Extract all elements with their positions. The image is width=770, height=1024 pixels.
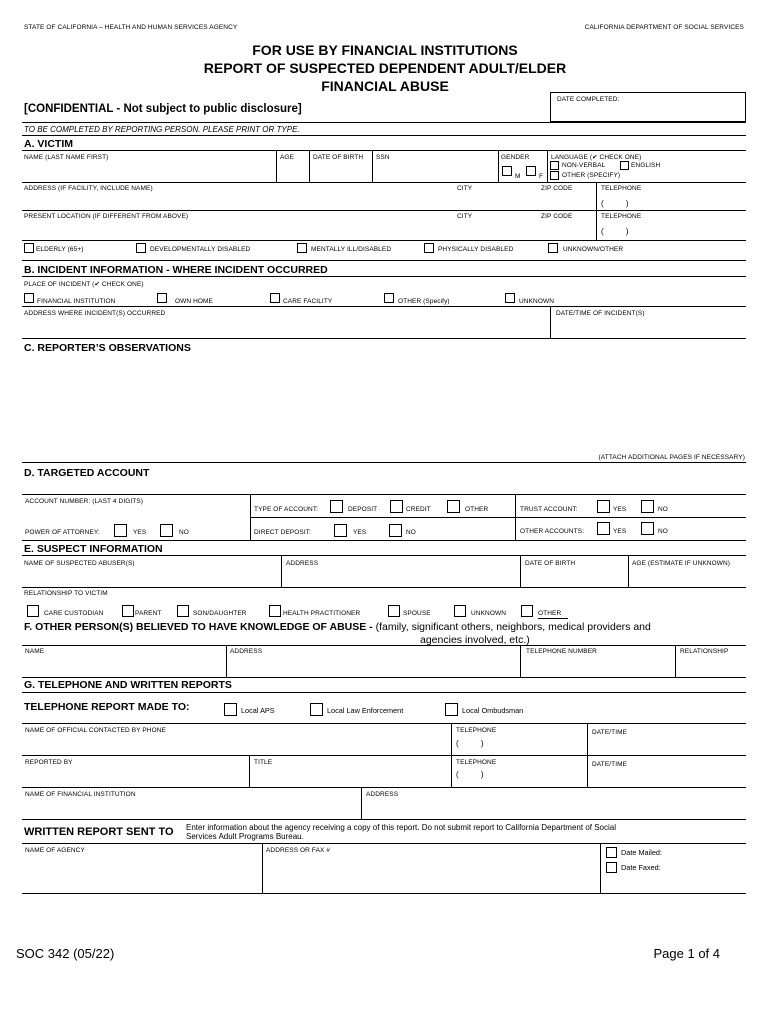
official-telephone-label: TELEPHONE (456, 727, 497, 734)
account-heading: D. TARGETED ACCOUNT (24, 467, 150, 479)
cat-unknown-checkbox[interactable] (548, 243, 558, 253)
oa-yes-checkbox[interactable] (597, 522, 610, 535)
place-fin-label: FINANCIAL INSTITUTION (37, 298, 116, 305)
official-label: NAME OF OFFICIAL CONTACTED BY PHONE (25, 727, 166, 734)
place-unknown-checkbox[interactable] (505, 293, 515, 303)
institution-address-label: ADDRESS (366, 791, 399, 798)
reports-heading: G. TELEPHONE AND WRITTEN REPORTS (24, 679, 232, 691)
place-other-checkbox[interactable] (384, 293, 394, 303)
others-address-label: ADDRESS (230, 648, 263, 655)
date-mailed-checkbox[interactable] (606, 847, 617, 858)
local-aps-checkbox[interactable] (224, 703, 237, 716)
incident-datetime-label: DATE/TIME OF INCIDENT(S) (556, 310, 645, 317)
place-care-label: CARE FACILITY (283, 298, 333, 305)
incident-heading: B. INCIDENT INFORMATION - WHERE INCIDENT OCCURRED (24, 264, 328, 276)
gender-f-label: F (539, 173, 544, 180)
observations-heading: C. REPORTER’S OBSERVATIONS (24, 342, 191, 354)
official-datetime-label: DATE/TIME (592, 729, 628, 736)
type-credit-label: CREDIT (406, 506, 431, 513)
type-deposit-label: DEPOSIT (348, 506, 378, 513)
lang-other-label: OTHER (SPECIFY) (562, 172, 621, 179)
present-telephone-label: TELEPHONE (601, 213, 642, 220)
lang-other-checkbox[interactable] (550, 171, 559, 180)
present-zip-label: ZIP CODE (541, 213, 573, 220)
poa-yes-checkbox[interactable] (114, 524, 127, 537)
reporter-datetime-label: DATE/TIME (592, 761, 628, 768)
others-name-label: NAME (25, 648, 45, 655)
direct-label: DIRECT DEPOSIT: (254, 529, 312, 536)
form-title-line1: FOR USE BY FINANCIAL INSTITUTIONS (252, 42, 518, 58)
suspect-address-label: ADDRESS (286, 560, 319, 567)
official-phone-mask: ( ) (456, 739, 484, 748)
agency-address-label: ADDRESS OR FAX # (266, 847, 331, 854)
lang-english-checkbox[interactable] (620, 161, 629, 170)
cat-mental-checkbox[interactable] (297, 243, 307, 253)
gender-f-checkbox[interactable] (526, 166, 536, 176)
poa-no-label: NO (179, 529, 189, 536)
written-note1: Enter information about the agency receiving a copy of this report. Do not submit report to California Department of Social (186, 823, 616, 832)
direct-yes-label: YES (353, 529, 367, 536)
gender-m-checkbox[interactable] (502, 166, 512, 176)
rel-health-label: HEALTH PRACTITIONER (283, 610, 361, 617)
cat-unknown-label: UNKNOWN/OTHER (563, 246, 624, 253)
others-heading-row (24, 621, 651, 633)
others-relationship-label: RELATIONSHIP (680, 648, 729, 655)
written-to-label: WRITTEN REPORT SENT TO (24, 826, 174, 838)
victim-name-label: NAME (LAST NAME FIRST) (24, 154, 109, 161)
poa-no-checkbox[interactable] (160, 524, 173, 537)
observations-textarea[interactable] (22, 355, 746, 459)
victim-age-label: AGE (280, 154, 295, 161)
cat-dev-label: DEVELOPMENTALLY DISABLED (150, 246, 251, 253)
others-note1: (family, significant others, neighbors, medical providers and (375, 621, 651, 633)
oa-yes-label: YES (613, 528, 627, 535)
victim-heading: A. VICTIM (24, 138, 73, 150)
present-city-label: CITY (457, 213, 473, 220)
date-faxed-checkbox[interactable] (606, 862, 617, 873)
reported-by-label: REPORTED BY (25, 759, 73, 766)
type-other-label: OTHER (465, 506, 489, 513)
local-law-checkbox[interactable] (310, 703, 323, 716)
institution-label: NAME OF FINANCIAL INSTITUTION (25, 791, 136, 798)
victim-telephone-label: TELEPHONE (601, 185, 642, 192)
rel-care-checkbox[interactable] (27, 605, 39, 617)
type-credit-checkbox[interactable] (390, 500, 403, 513)
poa-label: POWER OF ATTORNEY: (25, 529, 100, 536)
relationship-label: RELATIONSHIP TO VICTIM (24, 590, 108, 597)
place-unknown-label: UNKNOWN (519, 298, 555, 305)
cat-mental-label: MENTALLY ILL/DISABLED (311, 246, 392, 253)
gender-m-label: M (515, 173, 521, 180)
suspect-dob-label: DATE OF BIRTH (525, 560, 576, 567)
reporter-phone-mask: ( ) (456, 770, 484, 779)
rel-parent-label: PARENT (135, 610, 162, 617)
date-faxed-label: Date Faxed: (621, 863, 661, 872)
written-note2: Services Adult Programs Bureau. (186, 832, 304, 841)
cat-dev-checkbox[interactable] (136, 243, 146, 253)
direct-no-checkbox[interactable] (389, 524, 402, 537)
rel-son-checkbox[interactable] (177, 605, 189, 617)
victim-dob-label: DATE OF BIRTH (313, 154, 364, 161)
trust-label: TRUST ACCOUNT: (520, 506, 578, 513)
direct-no-label: NO (406, 529, 416, 536)
date-mailed-label: Date Mailed: (621, 848, 662, 857)
cat-elderly-label: ELDERLY (65+) (36, 246, 84, 253)
suspect-age-label: AGE (ESTIMATE IF UNKNOWN) (632, 560, 731, 567)
type-deposit-checkbox[interactable] (330, 500, 343, 513)
rel-parent-checkbox[interactable] (122, 605, 134, 617)
trust-yes-label: YES (613, 506, 627, 513)
rel-care-label: CARE CUSTODIAN (44, 610, 104, 617)
others-telephone-label: TELEPHONE NUMBER (526, 648, 597, 655)
form-id: SOC 342 (05/22) (16, 946, 115, 961)
poa-yes-label: YES (133, 529, 147, 536)
language-label: LANGUAGE (✔ CHECK ONE) (551, 154, 642, 161)
cat-physical-label: PHYSICALLY DISABLED (438, 246, 514, 253)
place-home-label: OWN HOME (175, 298, 213, 305)
form-title-line2: REPORT OF SUSPECTED DEPENDENT ADULT/ELDER (203, 60, 567, 76)
agency-left: STATE OF CALIFORNIA – HEALTH AND HUMAN SERVICES AGENCY (24, 24, 238, 31)
page-number: Page 1 of 4 (653, 946, 720, 961)
rel-unknown-label: UNKNOWN (471, 610, 507, 617)
direct-yes-checkbox[interactable] (334, 524, 347, 537)
lang-nonverbal-checkbox[interactable] (550, 161, 559, 170)
instructions: TO BE COMPLETED BY REPORTING PERSON. PLEASE PRINT OR TYPE. (24, 125, 300, 134)
lang-nonverbal-label: NON-VERBAL (562, 162, 606, 169)
trust-no-label: NO (658, 506, 668, 513)
place-fin-checkbox[interactable] (24, 293, 34, 303)
suspect-heading: E. SUSPECT INFORMATION (24, 543, 163, 555)
date-completed-label: DATE COMPLETED: (557, 96, 620, 103)
present-phone-mask: ( ) (601, 227, 629, 236)
others-heading: F. OTHER PERSON(S) BELIEVED TO HAVE KNOWLEDGE OF ABUSE - (24, 621, 376, 633)
rel-unknown-checkbox[interactable] (454, 605, 466, 617)
lang-english-label: ENGLISH (631, 162, 661, 169)
agency-right: CALIFORNIA DEPARTMENT OF SOCIAL SERVICES (584, 24, 744, 31)
acct-type-label: TYPE OF ACCOUNT: (254, 506, 319, 513)
local-aps-label: Local APS (241, 706, 275, 715)
trust-no-checkbox[interactable] (641, 500, 654, 513)
victim-address-label: ADDRESS (IF FACILITY, INCLUDE NAME) (24, 185, 153, 192)
victim-gender-label: GENDER (501, 154, 530, 161)
victim-zip-label: ZIP CODE (541, 185, 573, 192)
rel-other-label: OTHER (538, 610, 562, 617)
form-title-line3: FINANCIAL ABUSE (321, 78, 449, 94)
others-note2: agencies involved, etc.) (420, 634, 530, 646)
suspect-name-label: NAME OF SUSPECTED ABUSER(S) (24, 560, 135, 567)
rel-son-label: SON/DAUGHTER (193, 610, 247, 617)
local-law-label: Local Law Enforcement (327, 706, 404, 715)
place-care-checkbox[interactable] (270, 293, 280, 303)
confidential-notice: [CONFIDENTIAL - Not subject to public disclosure] (24, 103, 302, 115)
trust-yes-checkbox[interactable] (597, 500, 610, 513)
attach-note: (ATTACH ADDITIONAL PAGES IF NECESSARY) (598, 454, 745, 461)
local-omb-label: Local Ombudsman (462, 706, 524, 715)
place-home-checkbox[interactable] (157, 293, 167, 303)
rel-spouse-label: SPOUSE (403, 610, 431, 617)
place-label: PLACE OF INCIDENT (✔ CHECK ONE) (24, 281, 144, 288)
victim-ssn-label: SSN (376, 154, 390, 161)
rel-spouse-checkbox[interactable] (388, 605, 400, 617)
victim-city-label: CITY (457, 185, 473, 192)
victim-phone-mask: ( ) (601, 199, 629, 208)
rel-other-checkbox[interactable] (521, 605, 533, 617)
cat-elderly-checkbox[interactable] (24, 243, 34, 253)
other-accts-label: OTHER ACCOUNTS: (520, 528, 584, 535)
agency-label: NAME OF AGENCY (25, 847, 85, 854)
tel-made-to-label: TELEPHONE REPORT MADE TO: (24, 701, 190, 713)
reporter-title-label: TITLE (254, 759, 273, 766)
reporter-telephone-label: TELEPHONE (456, 759, 497, 766)
incident-address-label: ADDRESS WHERE INCIDENT(S) OCCURRED (24, 310, 166, 317)
oa-no-label: NO (658, 528, 668, 535)
cat-physical-checkbox[interactable] (424, 243, 434, 253)
acct-number-label: ACCOUNT NUMBER: (LAST 4 DIGITS) (25, 498, 144, 505)
place-other-label: OTHER (Specify) (398, 298, 450, 305)
present-location-label: PRESENT LOCATION (IF DIFFERENT FROM ABOVE) (24, 213, 189, 220)
local-omb-checkbox[interactable] (445, 703, 458, 716)
rel-health-checkbox[interactable] (269, 605, 281, 617)
type-other-checkbox[interactable] (447, 500, 460, 513)
oa-no-checkbox[interactable] (641, 522, 654, 535)
